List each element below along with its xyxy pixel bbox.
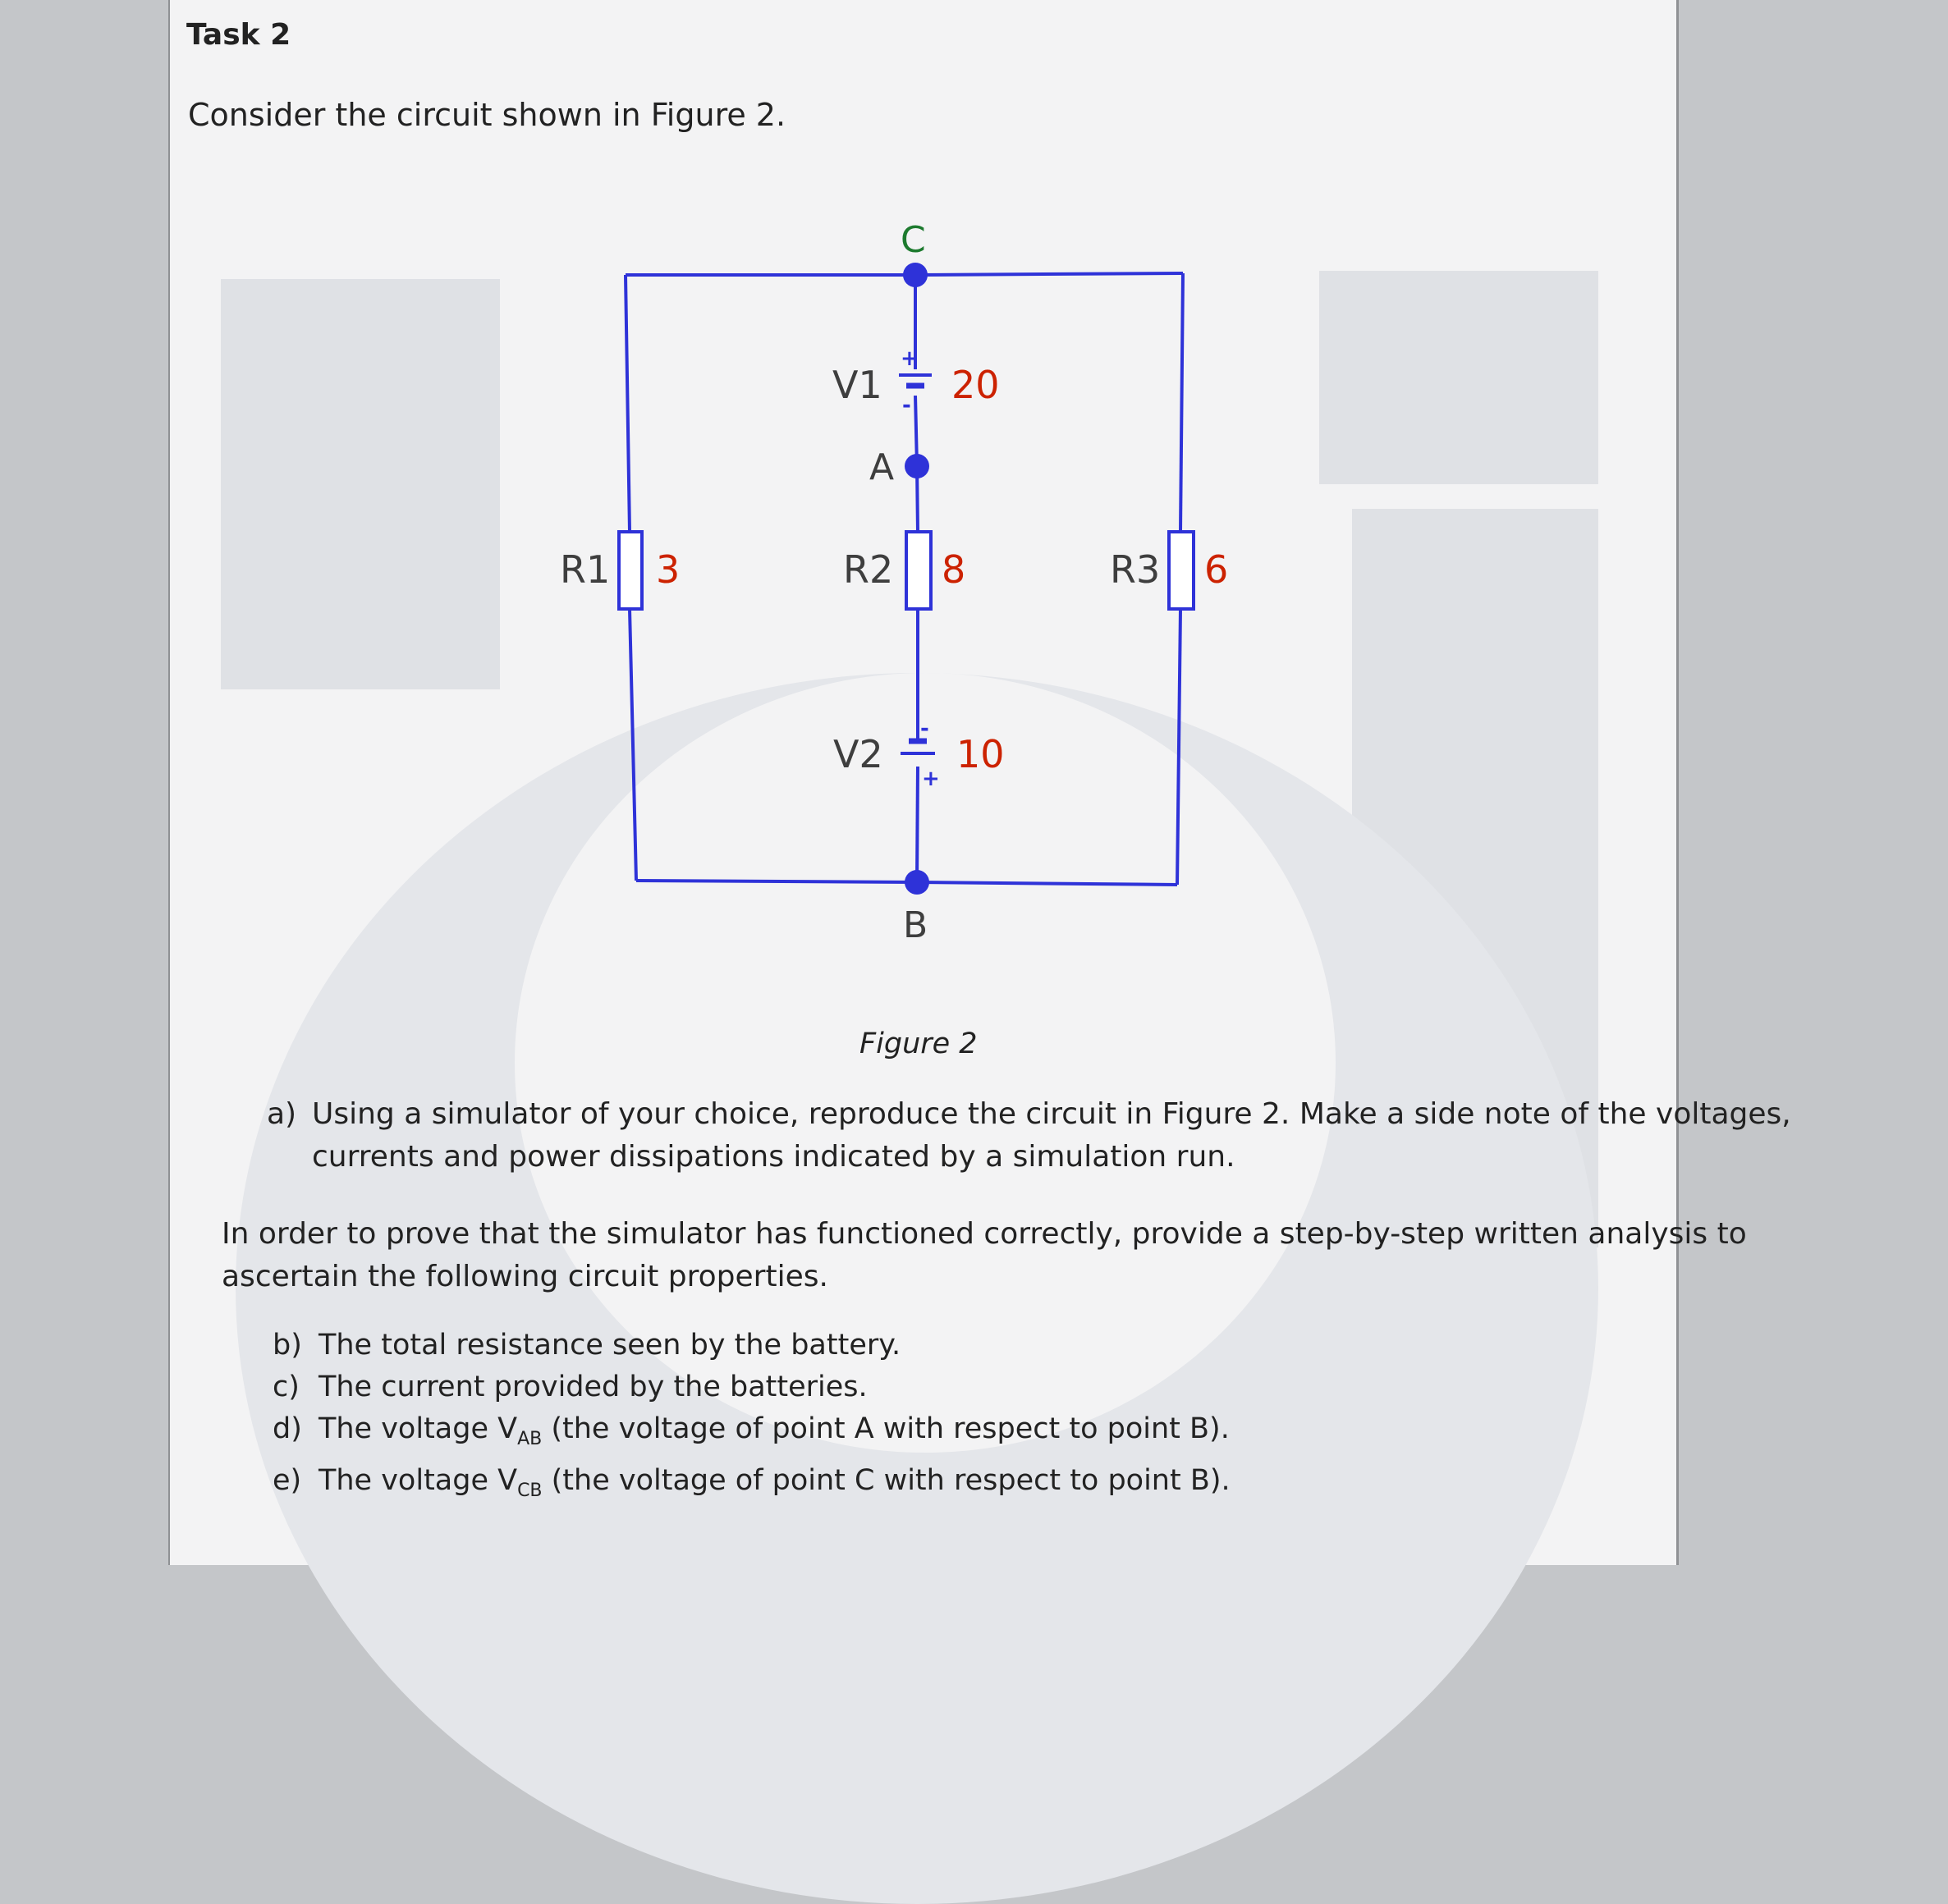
wire-left-lower: [630, 609, 636, 881]
v2-label: V2: [833, 732, 883, 776]
v2-value: 10: [956, 732, 1005, 776]
v1-value: 20: [951, 363, 1000, 407]
task-title: Task 2: [186, 18, 291, 52]
r2-label: R2: [843, 547, 894, 592]
v2-plus-sign: +: [922, 767, 940, 791]
node-c-label: C: [901, 219, 926, 261]
question-a: [267, 1093, 1791, 1179]
resistor-r2: [843, 532, 965, 609]
v1-minus-sign: -: [902, 393, 911, 418]
question-b-marker: b): [273, 1329, 302, 1362]
r1-value: 3: [656, 547, 681, 592]
r3-value: 6: [1204, 547, 1229, 592]
node-b-label: B: [903, 904, 928, 946]
wire-right-lower: [1177, 609, 1180, 885]
document-page: [168, 0, 1791, 1565]
intro-text: Consider the circuit shown in Figure 2.: [188, 97, 786, 133]
r3-label: R3: [1110, 547, 1161, 592]
list-item: [273, 1408, 1231, 1460]
node-b: [905, 870, 929, 895]
r1-label: R1: [560, 547, 611, 592]
resistor-r3: [1110, 532, 1228, 609]
node-a-label: A: [869, 446, 895, 488]
list-item: [273, 1366, 1231, 1408]
question-c-marker: c): [273, 1371, 300, 1403]
node-a: [905, 454, 929, 478]
question-a-line2: currents and power dissipations indicated by a simulation run.: [312, 1140, 1235, 1174]
circuit-diagram: [170, 0, 1676, 1026]
resistor-r1: [560, 532, 680, 609]
wire-right-upper: [1180, 273, 1183, 532]
wire-left-upper: [626, 275, 630, 532]
question-d-text: The voltage V: [319, 1412, 518, 1445]
v2-minus-sign: -: [920, 716, 929, 741]
r2-value: 8: [942, 547, 966, 592]
list-item: [273, 1325, 1231, 1366]
instruction-paragraph: [222, 1213, 1747, 1298]
paragraph-line2: ascertain the following circuit properties.: [222, 1260, 828, 1293]
question-e-subscript: CB: [517, 1481, 543, 1501]
v1-plus-sign: +: [901, 346, 919, 371]
question-d-rest: (the voltage of point A with respect to point B).: [542, 1412, 1230, 1445]
question-list: [273, 1325, 1231, 1512]
paragraph-line1: In order to prove that the simulator has functioned correctly, provide a step-by-step written analysis to: [222, 1217, 1747, 1251]
question-d-marker: d): [273, 1412, 302, 1445]
node-c: [903, 263, 928, 287]
question-d-subscript: AB: [517, 1429, 543, 1449]
question-a-marker: a): [267, 1097, 297, 1131]
question-b-text: The total resistance seen by the battery.: [319, 1329, 901, 1362]
figure-caption: Figure 2: [859, 1028, 978, 1060]
wire-mid-5: [917, 767, 918, 882]
question-c-text: The current provided by the batteries.: [319, 1371, 868, 1403]
question-e-marker: e): [273, 1464, 302, 1497]
question-e-rest: (the voltage of point C with respect to point B).: [542, 1464, 1231, 1497]
v1-label: V1: [832, 363, 882, 407]
question-a-line1: Using a simulator of your choice, reproduce the circuit in Figure 2. Make a side note of the voltages,: [312, 1097, 1791, 1131]
question-e-text: The voltage V: [319, 1464, 518, 1497]
list-item: [273, 1460, 1231, 1512]
